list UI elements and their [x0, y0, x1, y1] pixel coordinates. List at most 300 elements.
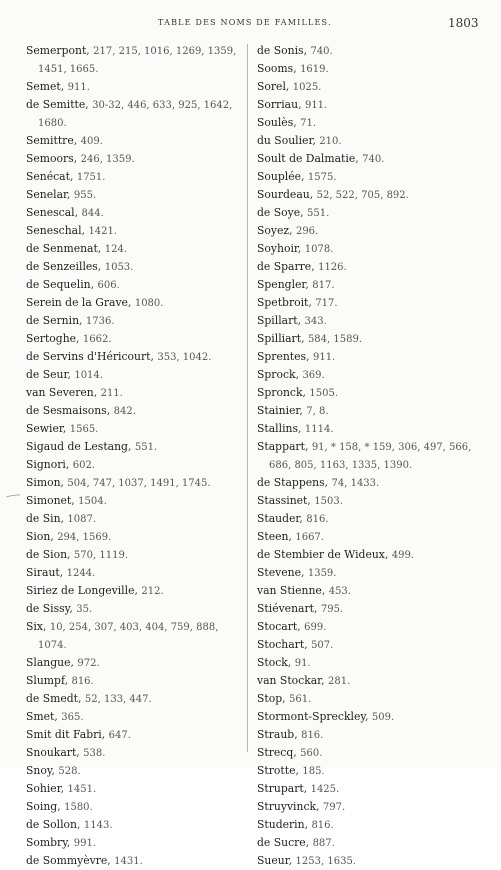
- family-name: Soyez: [257, 224, 290, 237]
- page-references: 972.: [77, 658, 100, 669]
- index-entry: [257, 312, 487, 330]
- page-references: 210.: [319, 136, 342, 147]
- family-name: Simonet: [26, 494, 72, 507]
- running-title: TABLE DES NOMS DE FAMILLES.: [158, 18, 332, 27]
- entry-separator: ,: [101, 728, 109, 741]
- page-references: 1114.: [304, 424, 334, 435]
- index-entry: [257, 402, 487, 420]
- index-entry: [257, 852, 487, 870]
- page-references: 91, * 158, * 159, 306, 497, 566, 686, 805, 1163, 1335, 1390.: [269, 442, 472, 471]
- entry-separator: ,: [293, 62, 301, 75]
- family-name: Senescal: [26, 206, 75, 219]
- index-entry: [257, 294, 487, 312]
- index-entry: [257, 528, 487, 546]
- family-name: Stauder: [257, 512, 300, 525]
- entry-separator: ,: [65, 458, 73, 471]
- index-entry: [26, 150, 240, 168]
- family-name: de Servins d'Héricourt: [26, 350, 151, 363]
- family-name: de Sin: [26, 512, 61, 525]
- page-references: 1751.: [76, 172, 106, 183]
- entry-separator: ,: [150, 350, 158, 363]
- entry-separator: ,: [54, 710, 62, 723]
- entry-separator: ,: [311, 260, 319, 273]
- index-entry: [26, 708, 240, 726]
- family-name: Semet: [26, 80, 61, 93]
- family-name: Smit dit Fabri: [26, 728, 102, 741]
- index-entry: [257, 582, 487, 600]
- entry-separator: ,: [66, 836, 74, 849]
- page-references: 817.: [312, 280, 335, 291]
- family-name: van Severen: [26, 386, 94, 399]
- family-name: Serein de la Grave: [26, 296, 128, 309]
- index-entry: [257, 510, 487, 528]
- family-name: Stocart: [257, 620, 298, 633]
- family-name: Sohier: [26, 782, 61, 795]
- page-references: 10, 254, 307, 403, 404, 759, 888, 1074.: [38, 622, 219, 651]
- page-references: 570, 1119.: [73, 550, 128, 561]
- family-name: de Stappens: [257, 476, 325, 489]
- entry-separator: ,: [106, 404, 114, 417]
- page-references: 1014.: [74, 370, 103, 381]
- page-references: 1451.: [67, 784, 97, 795]
- family-name: Sooms: [257, 62, 294, 75]
- family-name: de Sernin: [26, 314, 80, 327]
- entry-separator: ,: [297, 314, 305, 327]
- entry-separator: ,: [304, 818, 312, 831]
- page-references: 1667.: [295, 532, 324, 543]
- entry-separator: ,: [127, 296, 135, 309]
- entry-separator: ,: [81, 224, 89, 237]
- index-entry: [257, 276, 487, 294]
- family-name: de Sparre: [257, 260, 312, 273]
- entry-separator: ,: [303, 44, 311, 57]
- index-entry: [26, 294, 240, 312]
- family-name: Six: [26, 620, 43, 633]
- entry-separator: ,: [303, 782, 311, 795]
- family-name: de Sion: [26, 548, 68, 561]
- page-references: 1505.: [309, 388, 339, 399]
- page-references: 507.: [311, 640, 334, 651]
- entry-separator: ,: [97, 242, 105, 255]
- entry-separator: ,: [299, 512, 307, 525]
- index-entry: [257, 258, 487, 276]
- family-name: Strupart: [257, 782, 304, 795]
- entry-separator: ,: [302, 386, 310, 399]
- family-name: Stiévenart: [257, 602, 314, 615]
- page-references: 887.: [312, 838, 335, 849]
- page-references: 955.: [73, 190, 97, 201]
- index-entry: [257, 96, 487, 114]
- entry-separator: ,: [86, 44, 94, 57]
- entry-separator: ,: [293, 116, 301, 129]
- family-name: Stevene: [257, 566, 301, 579]
- entry-separator: ,: [288, 854, 296, 867]
- page-references: 551.: [307, 208, 330, 219]
- index-entry: [257, 168, 487, 186]
- family-name: Soulès: [257, 116, 294, 129]
- index-entry: [257, 438, 487, 474]
- index-entry: [26, 780, 240, 798]
- entry-separator: ,: [285, 80, 293, 93]
- index-entry: [257, 834, 487, 852]
- entry-separator: ,: [301, 170, 308, 183]
- index-entry: [257, 654, 487, 672]
- page-references: 911.: [67, 82, 90, 93]
- page-references: 1080.: [134, 298, 164, 309]
- entry-separator: ,: [77, 818, 84, 831]
- entry-separator: ,: [298, 98, 305, 111]
- page-references: 281.: [328, 676, 351, 687]
- family-name: Stop: [257, 692, 283, 705]
- page-references: 1253, 1635.: [295, 856, 356, 867]
- family-name: Senelar: [26, 188, 67, 201]
- index-entry: [26, 240, 240, 258]
- page-references: 1565.: [69, 424, 99, 435]
- page-references: 1619.: [300, 64, 329, 75]
- entry-separator: ,: [76, 332, 83, 345]
- entry-separator: ,: [79, 314, 86, 327]
- index-entry: [26, 852, 240, 870]
- entry-separator: ,: [309, 188, 317, 201]
- page-references: 217, 215, 1016, 1269, 1359, 1451, 1665.: [38, 46, 237, 75]
- entry-separator: ,: [85, 98, 93, 111]
- entry-separator: ,: [295, 368, 303, 381]
- index-entry: [26, 474, 240, 492]
- entry-separator: ,: [324, 476, 332, 489]
- page-references: 1503.: [314, 496, 343, 507]
- entry-separator: ,: [293, 746, 301, 759]
- family-name: Stainier: [257, 404, 300, 417]
- index-entry: [26, 384, 240, 402]
- page-references: 296.: [295, 226, 319, 237]
- index-entry: [257, 348, 487, 366]
- index-entry: [257, 474, 487, 492]
- index-entry: [26, 312, 240, 330]
- index-entry: [26, 528, 240, 546]
- index-entry: [26, 654, 240, 672]
- entry-separator: ,: [62, 422, 70, 435]
- entry-separator: ,: [67, 548, 74, 561]
- page-references: 35.: [76, 604, 93, 615]
- page-references: 353, 1042.: [157, 352, 212, 363]
- page-references: 71.: [300, 118, 317, 129]
- index-entry: [257, 420, 487, 438]
- index-entry: [26, 402, 240, 420]
- entry-separator: ,: [384, 548, 392, 561]
- family-name: van Stockar: [257, 674, 322, 687]
- family-name: Slangue: [26, 656, 71, 669]
- entry-separator: ,: [69, 602, 77, 615]
- entry-separator: ,: [304, 440, 312, 453]
- page-references: 91.: [294, 658, 311, 669]
- page-references: 816.: [71, 676, 94, 687]
- family-name: de Sonis: [257, 44, 304, 57]
- family-name: Sertoghe: [26, 332, 77, 345]
- page-references: 294, 1569.: [57, 532, 112, 543]
- family-name: Signori: [26, 458, 66, 471]
- entry-separator: ,: [78, 692, 85, 705]
- index-entry: [257, 816, 487, 834]
- page-references: 911.: [312, 352, 336, 363]
- page-references: 1421.: [88, 226, 118, 237]
- page-references: 797.: [322, 802, 346, 813]
- index-entry: [26, 744, 240, 762]
- family-name: de Semitte: [26, 98, 86, 111]
- family-name: Spengler: [257, 278, 306, 291]
- family-name: Soyhoir: [257, 242, 298, 255]
- family-name: du Soulier: [257, 134, 313, 147]
- index-entry: [26, 276, 240, 294]
- entry-separator: ,: [93, 386, 101, 399]
- index-entry: [26, 222, 240, 240]
- family-name: Steen: [257, 530, 289, 543]
- entry-separator: ,: [297, 242, 305, 255]
- family-name: de Seur: [26, 368, 68, 381]
- page-references: 699.: [304, 622, 327, 633]
- family-name: Soult de Dalmatie: [257, 152, 356, 165]
- entry-separator: ,: [57, 800, 65, 813]
- entry-separator: ,: [301, 332, 308, 345]
- page-references: 1504.: [78, 496, 107, 507]
- index-entry: [257, 240, 487, 258]
- entry-separator: ,: [60, 80, 68, 93]
- entry-separator: ,: [312, 134, 320, 147]
- index-entry: [257, 672, 487, 690]
- index-entry: [257, 114, 487, 132]
- index-entry: [257, 222, 487, 240]
- entry-separator: ,: [289, 224, 296, 237]
- page-references: 1575.: [307, 172, 337, 183]
- family-name: de Senmenat: [26, 242, 98, 255]
- page-references: 509.: [371, 712, 395, 723]
- index-entry: [26, 132, 240, 150]
- family-name: Siriez de Longeville: [26, 584, 135, 597]
- entry-separator: ,: [282, 692, 290, 705]
- entry-separator: ,: [300, 566, 308, 579]
- index-entry: [26, 330, 240, 348]
- family-name: de Sollon: [26, 818, 77, 831]
- page-references: 538.: [83, 748, 106, 759]
- page-references: 124.: [104, 244, 127, 255]
- family-name: Sorel: [257, 80, 286, 93]
- entry-separator: ,: [71, 494, 79, 507]
- entry-separator: ,: [299, 404, 307, 417]
- index-entry: [257, 726, 487, 744]
- index-entry: [257, 204, 487, 222]
- family-name: Stock: [257, 656, 288, 669]
- family-name: Sewier: [26, 422, 63, 435]
- family-name: de Senzeilles: [26, 260, 98, 273]
- index-entry: [26, 492, 240, 510]
- page-references: 991.: [73, 838, 97, 849]
- family-name: Seneschal: [26, 224, 82, 237]
- index-entry: [257, 366, 487, 384]
- entry-separator: ,: [42, 620, 50, 633]
- family-name: Stappart: [257, 440, 305, 453]
- index-entry: [26, 348, 240, 366]
- index-entry: [26, 204, 240, 222]
- index-entry: [257, 618, 487, 636]
- family-name: Sion: [26, 530, 51, 543]
- family-name: Straub: [257, 728, 295, 741]
- entry-separator: ,: [51, 764, 59, 777]
- page-references: 1244.: [66, 568, 96, 579]
- index-entry: [26, 258, 240, 276]
- index-entry: [257, 384, 487, 402]
- page-references: 1126.: [318, 262, 347, 273]
- page-references: 561.: [289, 694, 312, 705]
- page-references: 499.: [391, 550, 415, 561]
- page-references: 1425.: [310, 784, 340, 795]
- page-references: 369.: [302, 370, 325, 381]
- page-references: 1143.: [83, 820, 113, 831]
- entry-separator: ,: [97, 260, 105, 273]
- page-references: 602.: [72, 460, 95, 471]
- family-name: Slumpf: [26, 674, 65, 687]
- page-references: 74, 1433.: [331, 478, 380, 489]
- entry-separator: ,: [307, 494, 315, 507]
- family-name: Stassinet: [257, 494, 308, 507]
- page-references: 844.: [81, 208, 104, 219]
- entry-separator: ,: [73, 152, 81, 165]
- index-entry: [257, 42, 487, 60]
- page-references: 52, 522, 705, 892.: [316, 190, 409, 201]
- family-name: Spilliart: [257, 332, 302, 345]
- page-references: 795.: [320, 604, 344, 615]
- margin-pencil-mark: [6, 494, 20, 498]
- index-entry: [26, 78, 240, 96]
- index-entry: [26, 420, 240, 438]
- entry-separator: ,: [127, 440, 135, 453]
- family-name: Stallins: [257, 422, 299, 435]
- entry-separator: ,: [295, 764, 303, 777]
- page-references: 1431.: [114, 856, 143, 867]
- index-entry: [257, 762, 487, 780]
- page-references: 185.: [302, 766, 325, 777]
- page-references: 7, 8.: [306, 406, 329, 417]
- family-name: Spetbroit: [257, 296, 309, 309]
- index-entry: [257, 744, 487, 762]
- entry-separator: ,: [74, 206, 82, 219]
- family-name: Semoors: [26, 152, 74, 165]
- family-name: Siraut: [26, 566, 60, 579]
- index-entry: [257, 708, 487, 726]
- page-header: [0, 16, 501, 34]
- family-name: de Sissy: [26, 602, 70, 615]
- page-references: 551.: [134, 442, 158, 453]
- family-name: Simon: [26, 476, 61, 489]
- entry-separator: ,: [59, 566, 67, 579]
- entry-separator: ,: [50, 530, 58, 543]
- entry-separator: ,: [60, 476, 68, 489]
- page-references: 1087.: [67, 514, 97, 525]
- family-name: Stormont-Spreckley: [257, 710, 366, 723]
- index-entry: [26, 690, 240, 708]
- page-references: 246, 1359.: [80, 154, 135, 165]
- page-references: 1580.: [64, 802, 93, 813]
- index-entry: [26, 366, 240, 384]
- index-column-left: [26, 42, 240, 870]
- index-entry: [26, 168, 240, 186]
- entry-separator: ,: [313, 602, 321, 615]
- page-references: 584, 1589.: [307, 334, 363, 345]
- entry-separator: ,: [321, 674, 329, 687]
- family-name: Struyvinck: [257, 800, 317, 813]
- index-entry: [26, 600, 240, 618]
- page-references: 842.: [113, 406, 136, 417]
- entry-separator: ,: [305, 836, 313, 849]
- index-entry: [26, 564, 240, 582]
- index-entry: [257, 564, 487, 582]
- page-references: 1078.: [304, 244, 334, 255]
- family-name: Semerpont: [26, 44, 87, 57]
- index-entry: [26, 582, 240, 600]
- page-references: 1359.: [307, 568, 337, 579]
- page-references: 740.: [362, 154, 385, 165]
- family-name: Sprentes: [257, 350, 307, 363]
- index-entry: [26, 726, 240, 744]
- family-name: Snoukart: [26, 746, 77, 759]
- entry-separator: ,: [107, 854, 115, 867]
- index-entry: [257, 186, 487, 204]
- family-name: Sprock: [257, 368, 296, 381]
- page-references: 1053.: [104, 262, 134, 273]
- index-entry: [257, 492, 487, 510]
- index-entry: [257, 330, 487, 348]
- entry-separator: ,: [64, 674, 72, 687]
- family-name: de Sequelin: [26, 278, 91, 291]
- family-name: Semittre: [26, 134, 74, 147]
- page-references: 647.: [108, 730, 131, 741]
- index-entry: [26, 42, 240, 78]
- page-references: 52, 133, 447.: [84, 694, 152, 705]
- family-name: Sorriau: [257, 98, 299, 111]
- index-column-right: [257, 42, 487, 870]
- entry-separator: ,: [60, 512, 68, 525]
- page-references: 717.: [315, 298, 338, 309]
- family-name: Sombry: [26, 836, 67, 849]
- page-references: 528.: [58, 766, 81, 777]
- family-name: Sueur: [257, 854, 289, 867]
- entry-separator: ,: [321, 584, 329, 597]
- entry-separator: ,: [70, 656, 78, 669]
- family-name: Spronck: [257, 386, 303, 399]
- index-entry: [257, 690, 487, 708]
- page-references: 212.: [141, 586, 164, 597]
- index-entry: [257, 600, 487, 618]
- index-entry: [257, 798, 487, 816]
- index-entry: [257, 132, 487, 150]
- entry-separator: ,: [297, 620, 305, 633]
- page-references: 911.: [304, 100, 328, 111]
- family-name: Spillart: [257, 314, 298, 327]
- page-references: 343.: [304, 316, 327, 327]
- family-name: Souplée: [257, 170, 301, 183]
- family-name: de Soye: [257, 206, 301, 219]
- index-entry: [26, 618, 240, 654]
- page-references: 560.: [300, 748, 323, 759]
- index-entry: [26, 816, 240, 834]
- index-entry: [257, 150, 487, 168]
- column-divider: [247, 44, 248, 752]
- entry-separator: ,: [298, 422, 305, 435]
- family-name: Snoy: [26, 764, 52, 777]
- entry-separator: ,: [308, 296, 316, 309]
- page-references: 816.: [306, 514, 329, 525]
- page-references: 1736.: [85, 316, 115, 327]
- index-entry: [26, 510, 240, 528]
- family-name: Strecq: [257, 746, 294, 759]
